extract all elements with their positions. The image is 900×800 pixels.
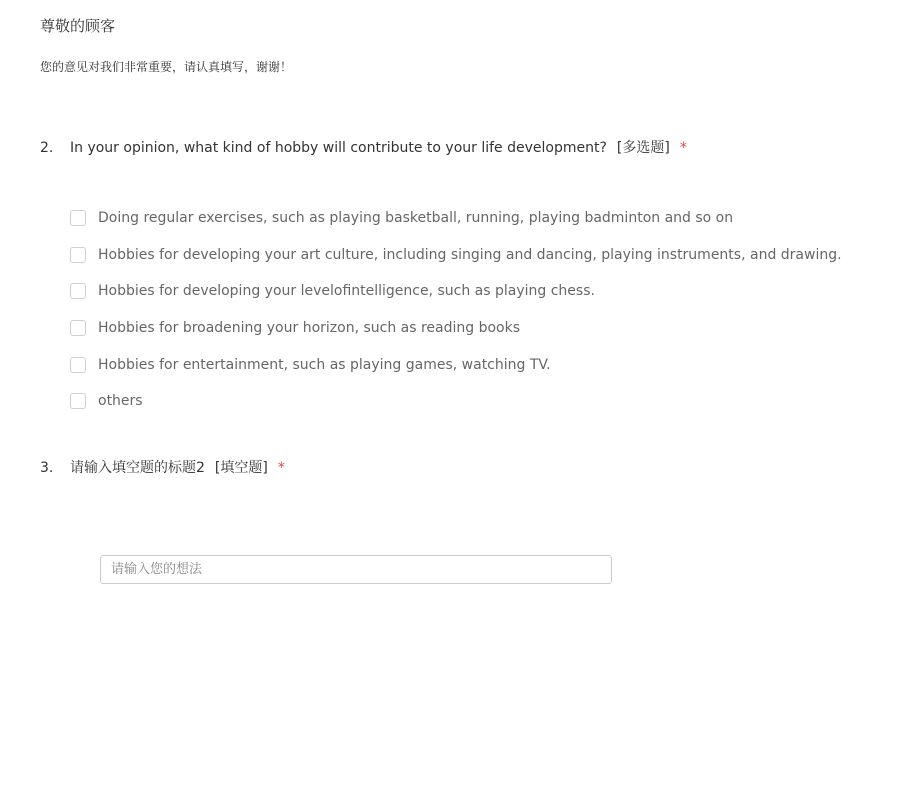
checkbox[interactable]: [70, 283, 86, 299]
page-title: 尊敬的顾客: [40, 17, 116, 35]
question-number: 2.: [40, 140, 54, 156]
checkbox[interactable]: [70, 357, 86, 373]
question-type-badge: [多选题]: [616, 140, 670, 156]
question-3-title: [40, 457, 285, 477]
option-label: Doing regular exercises, such as playing basketball, running, playing badminton and so on: [98, 210, 734, 227]
question-2-title: [40, 137, 687, 157]
required-marker: *: [277, 460, 285, 476]
option-label: Hobbies for developing your art culture, including singing and dancing, playing instruments, and drawing.: [98, 246, 842, 263]
checkbox[interactable]: [70, 247, 86, 263]
question-text: 请输入填空题的标题2: [70, 460, 205, 476]
option-label: Hobbies for broadening your horizon, such as reading books: [98, 320, 521, 337]
option-others[interactable]: [70, 383, 870, 420]
option-label: Hobbies for developing your levelofintelligence, such as playing chess.: [98, 283, 595, 300]
option-intelligence[interactable]: [70, 273, 870, 310]
page-subtitle: 您的意见对我们非常重要，请认真填写，谢谢！: [40, 60, 293, 74]
option-art-culture[interactable]: [70, 237, 870, 274]
option-label: Hobbies for entertainment, such as playing games, watching TV.: [98, 356, 551, 373]
question-text: In your opinion, what kind of hobby will contribute to your life development?: [70, 140, 607, 156]
answer-text-input[interactable]: [100, 555, 612, 584]
option-label: others: [98, 393, 143, 410]
question-number: 3.: [40, 460, 54, 476]
checkbox[interactable]: [70, 320, 86, 336]
option-broadening-horizon[interactable]: [70, 310, 870, 347]
option-regular-exercises[interactable]: [70, 200, 870, 237]
required-marker: *: [679, 140, 687, 156]
checkbox[interactable]: [70, 210, 86, 226]
question-2-options: [70, 200, 870, 420]
option-entertainment[interactable]: [70, 346, 870, 383]
question-type-badge: [填空题]: [214, 460, 268, 476]
checkbox[interactable]: [70, 393, 86, 409]
